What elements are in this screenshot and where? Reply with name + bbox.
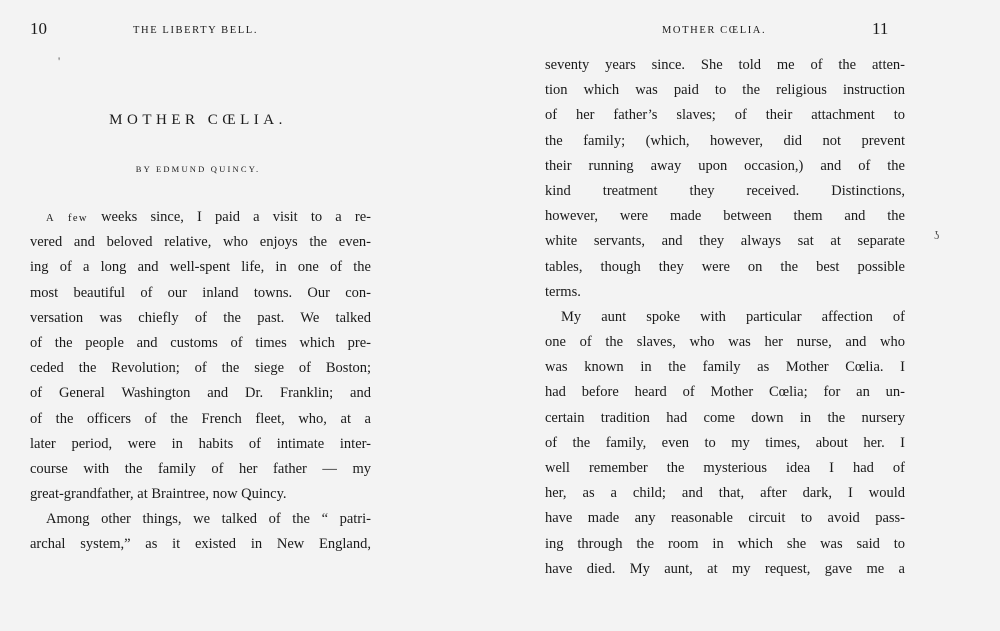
stray-mark: ' bbox=[58, 54, 61, 68]
text-line: of the officers of the French fleet, who, at a bbox=[30, 410, 371, 427]
text-line: tables, though they were on the best possible bbox=[545, 258, 905, 275]
text-line: A few weeks since, I paid a visit to a re- bbox=[46, 209, 371, 225]
text-line: tion which was paid to the religious instruction bbox=[545, 82, 905, 99]
text-line: vered and beloved relative, who enjoys the even- bbox=[30, 234, 371, 251]
text-line: ceded the Revolution; of the siege of Boston; bbox=[30, 360, 371, 377]
text-line: archal system,” as it existed in New England, bbox=[30, 536, 371, 553]
text-line: My aunt spoke with particular affection of bbox=[561, 308, 905, 325]
author-byline: BY EDMUND QUINCY. bbox=[135, 164, 261, 174]
page-number: 10 bbox=[30, 19, 47, 38]
small-caps-opening: A few bbox=[46, 213, 88, 224]
text-line: of the family, even to my times, about her. I bbox=[545, 434, 905, 451]
text-line: however, were made between them and the bbox=[545, 208, 905, 225]
text-line: terms. bbox=[545, 283, 581, 300]
text-line: ing of a long and well-spent life, in one of the bbox=[30, 259, 371, 276]
stray-mark: ʖ bbox=[934, 228, 940, 242]
text-line: great-grandfather, at Braintree, now Quincy. bbox=[30, 486, 287, 503]
text-line: versation was chiefly of the past. We talked bbox=[30, 309, 371, 326]
text-line: Among other things, we talked of the “ patri- bbox=[46, 511, 371, 528]
text-line: of General Washington and Dr. Franklin; and bbox=[30, 385, 371, 402]
text-line: have made any reasonable circuit to avoid pass- bbox=[545, 510, 905, 527]
page-number: 11 bbox=[872, 19, 889, 38]
text-line: was known in the family as Mother Cœlia. I bbox=[545, 359, 905, 376]
text-line: well remember the mysterious idea I had of bbox=[545, 460, 905, 476]
text-line: white servants, and they always sat at separate bbox=[545, 233, 905, 250]
text-line: ing through the room in which she was said to bbox=[545, 535, 905, 552]
text-line: their running away upon occasion,) and of the bbox=[545, 157, 905, 174]
text-line: have died. My aunt, at my request, gave me a bbox=[545, 560, 905, 577]
text-line: certain tradition had come down in the nursery bbox=[545, 409, 905, 426]
text-line: of her father’s slaves; of their attachment to bbox=[545, 107, 905, 124]
chapter-title: MOTHER CŒLIA. bbox=[109, 112, 287, 128]
text-line: seventy years since. She told me of the atten- bbox=[545, 57, 905, 73]
text-line: later period, were in habits of intimate inter- bbox=[30, 435, 371, 452]
text-line: kind treatment they received. Distinctions, bbox=[545, 182, 905, 199]
right-body-text bbox=[545, 53, 905, 582]
running-head: MOTHER CŒLIA. bbox=[662, 25, 767, 36]
text-line: most beautiful of our inland towns. Our con- bbox=[30, 284, 371, 301]
running-head: THE LIBERTY BELL. bbox=[133, 25, 259, 36]
text-line: one of the slaves, who was her nurse, and who bbox=[545, 334, 905, 351]
text-line: the family; (which, however, did not prevent bbox=[545, 132, 905, 149]
text-line: had before heard of Mother Cœlia; for an un- bbox=[545, 384, 905, 401]
left-body-text bbox=[30, 205, 371, 558]
right-page bbox=[500, 0, 1000, 631]
text-line: of the people and customs of times which pre- bbox=[30, 334, 371, 351]
text-line: her, as a child; and that, after dark, I would bbox=[545, 485, 905, 502]
text-line: course with the family of her father — my bbox=[30, 460, 371, 477]
